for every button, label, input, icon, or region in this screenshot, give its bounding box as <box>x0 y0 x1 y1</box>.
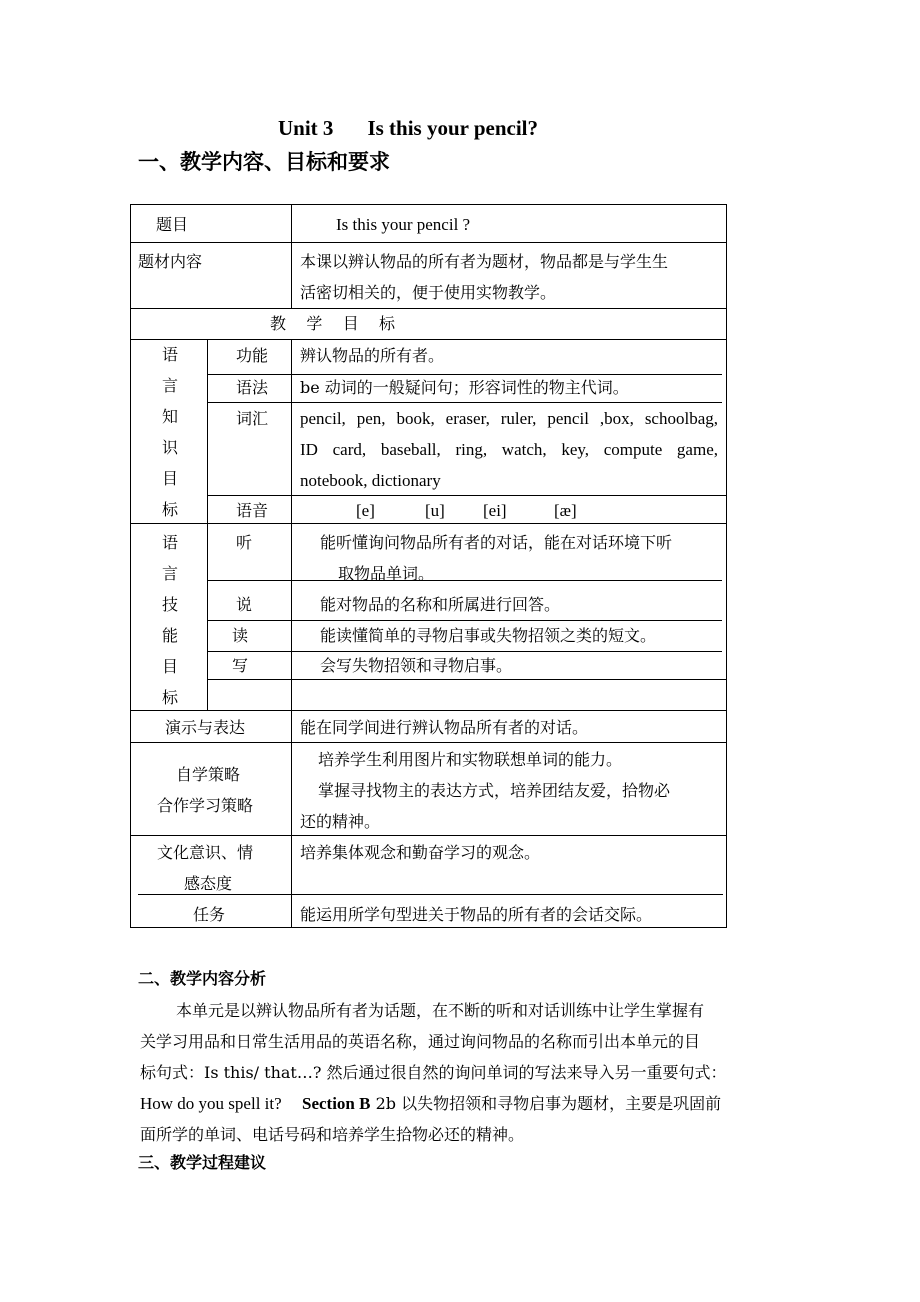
read-label: 读 <box>232 626 249 645</box>
phonetic-1: [e] <box>356 501 375 520</box>
write-value: 会写失物招领和寻物启事。 <box>320 656 513 675</box>
material-line-1: 本课以辨认物品的所有者为题材，物品都是与学生生 <box>300 252 669 271</box>
section2-heading: 二、教学内容分析 <box>138 969 267 988</box>
function-value: 辨认物品的所有者。 <box>300 346 445 365</box>
read-value: 能读懂简单的寻物启事或失物招领之类的短文。 <box>320 626 657 645</box>
section2-line-1: 本单元是以辨认物品所有者为话题，在不断的听和对话训练中让学生掌握有 <box>176 1001 705 1020</box>
row-line-7 <box>130 835 727 836</box>
col-divider-main <box>291 339 292 928</box>
vocab-label: 词汇 <box>236 409 269 428</box>
listen-label: 听 <box>236 533 253 552</box>
sub-line-3 <box>207 495 727 496</box>
task-value: 能运用所学句型进关于物品的所有者的会话交际。 <box>300 905 653 924</box>
spell-question: How do you spell it? <box>140 1094 282 1113</box>
language-skills-label: 语 言 技 能 目 标 <box>161 533 178 707</box>
section2-line-4 <box>140 1088 790 1119</box>
strategy-label-2: 合作学习策略 <box>157 796 254 815</box>
phonetic-2: [u] <box>425 501 445 520</box>
vocab-line-2: ID card, baseball, ring, watch, key, compute game, <box>300 440 718 459</box>
section2-line-3: 标句式：Is this/ that…? 然后通过很自然的询问单词的写法来导入另一重要句式： <box>140 1063 727 1082</box>
section2-line-4-rest: 2b 以失物招领和寻物启事为题材，主要是巩固前 <box>375 1094 722 1113</box>
grammar-label: 语法 <box>236 378 269 397</box>
material-line-2: 活密切相关的，便于使用实物教学。 <box>300 283 557 302</box>
row-line-1 <box>130 242 727 243</box>
strategy-line-3: 还的精神。 <box>300 812 381 831</box>
row-line-3 <box>130 339 727 340</box>
col-divider-sub <box>207 339 208 710</box>
unit-title <box>278 116 538 141</box>
listen-line-2: 取物品单词。 <box>338 564 435 583</box>
strategy-line-2: 掌握寻找物主的表达方式，培养团结友爱，拾物必 <box>318 781 671 800</box>
culture-value: 培养集体观念和勤奋学习的观念。 <box>300 843 541 862</box>
col-divider-top <box>291 204 292 308</box>
listen-line-1: 能听懂询问物品所有者的对话，能在对话环境下听 <box>320 533 673 552</box>
language-knowledge-label: 语 言 知 识 目 标 <box>161 345 178 519</box>
unit-number: Unit 3 <box>278 116 334 140</box>
culture-label-2: 感态度 <box>184 874 233 893</box>
strategy-line-1: 培养学生利用图片和实物联想单词的能力。 <box>318 750 623 769</box>
task-label: 任务 <box>193 905 226 924</box>
speak-value: 能对物品的名称和所属进行回答。 <box>320 595 561 614</box>
goals-header: 教 学 目 标 <box>270 314 396 333</box>
section-b-label: Section B <box>302 1094 371 1113</box>
row-line-5 <box>130 710 727 711</box>
section1-heading: 一、教学内容、目标和要求 <box>138 149 390 174</box>
vocab-line-3: notebook, dictionary <box>300 471 441 490</box>
speak-label: 说 <box>236 595 253 614</box>
culture-label-1: 文化意识、情 <box>157 843 254 862</box>
sub-line-4 <box>207 580 722 581</box>
section2-line-5: 面所学的单词、电话号码和培养学生拾物必还的精神。 <box>140 1125 525 1144</box>
section3-heading: 三、教学过程建议 <box>138 1153 267 1172</box>
unit-question: Is this your pencil? <box>367 116 539 140</box>
topic-value: Is this your pencil ? <box>336 215 471 234</box>
phonetics-label: 语音 <box>236 501 269 520</box>
section2-line-2: 关学习用品和日常生活用品的英语名称，通过询问物品的名称而引出本单元的目 <box>140 1032 701 1051</box>
write-label: 写 <box>232 656 249 675</box>
material-label: 题材内容 <box>138 252 203 271</box>
topic-label: 题目 <box>156 215 189 234</box>
grammar-value: be 动词的一般疑问句；形容词性的物主代词。 <box>300 378 629 397</box>
strategy-label-1: 自学策略 <box>176 765 241 784</box>
perform-value: 能在同学间进行辨认物品所有者的对话。 <box>300 718 589 737</box>
perform-label: 演示与表达 <box>165 718 246 737</box>
phonetic-4: [æ] <box>554 501 577 520</box>
function-label: 功能 <box>236 346 269 365</box>
vocab-line-1: pencil, pen, book, eraser, ruler, pencil ,box, schoolbag, <box>300 409 718 428</box>
phonetic-3: [ei] <box>483 501 507 520</box>
row-line-2 <box>130 308 727 309</box>
